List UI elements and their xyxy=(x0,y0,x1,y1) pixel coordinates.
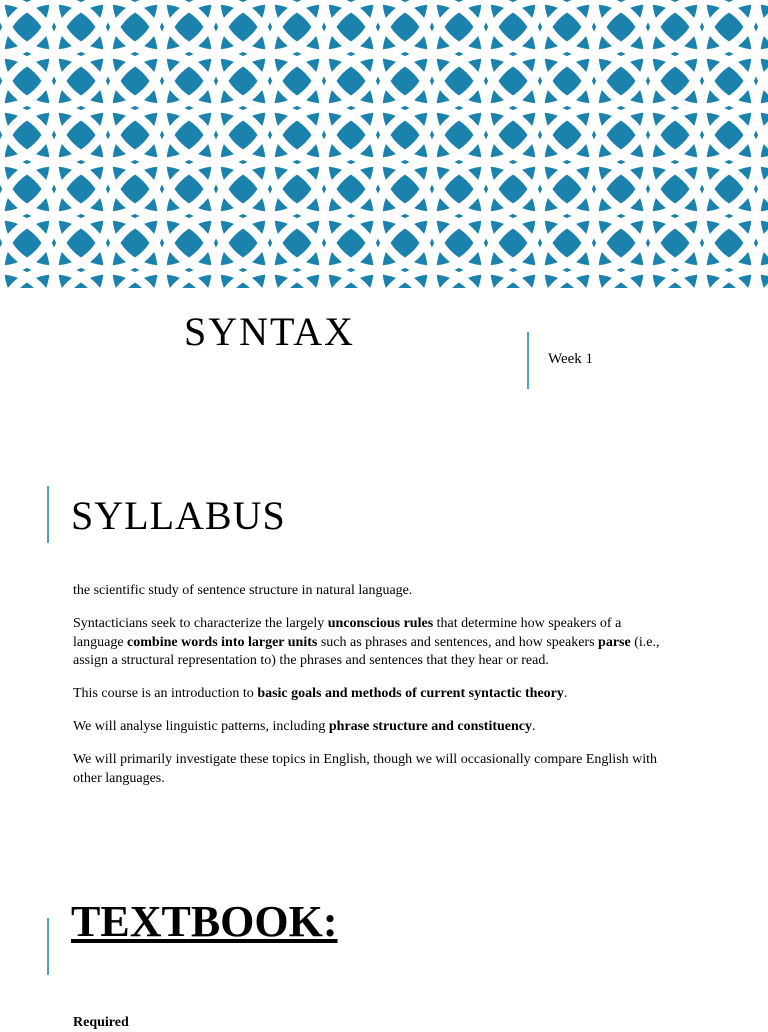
syllabus-paragraph xyxy=(73,685,663,704)
paragraph-text: (i.e., assign a structural representation to) the phrases and sentences that they hear or read. xyxy=(73,634,660,668)
paragraph-text: This course is an introduction to xyxy=(73,686,258,701)
paragraph-text: . xyxy=(532,719,536,734)
slide-title: SYNTAX xyxy=(184,309,356,354)
emphasis-text: parse xyxy=(598,634,631,650)
required-label: Required xyxy=(73,1015,129,1030)
week-label: Week 1 xyxy=(548,351,594,367)
emphasis-text: combine words into larger units xyxy=(127,634,318,650)
accent-bar-textbook xyxy=(47,918,49,975)
paragraph-text: . xyxy=(563,686,568,701)
paragraph-text: We will primarily investigate these topics in English, though we will occasionally compare English with other languages. xyxy=(73,752,658,786)
syllabus-paragraph xyxy=(73,718,663,737)
paragraph-text: Syntacticians seek to characterize the largely xyxy=(73,616,328,631)
paragraph-text: that determine how speakers of a language xyxy=(73,616,622,650)
syllabus-paragraph xyxy=(73,751,663,788)
paragraph-text: the scientific study of sentence structure in natural language. xyxy=(73,583,413,598)
syllabus-paragraph xyxy=(73,615,663,671)
accent-bar-syllabus xyxy=(47,486,49,543)
paragraph-text: We will analyse linguistic patterns, including xyxy=(73,719,329,734)
decorative-circle-pattern xyxy=(0,0,768,288)
textbook-heading: TEXTBOOK: xyxy=(71,897,338,946)
emphasis-text: phrase structure and constituency xyxy=(328,719,533,734)
paragraph-text: such as phrases and sentences, and how speakers xyxy=(317,634,599,650)
emphasis-text: basic goals and methods of current syntactic theory xyxy=(257,686,564,701)
accent-bar-title xyxy=(527,332,529,389)
syllabus-paragraph xyxy=(73,582,663,601)
syllabus-body xyxy=(73,582,663,803)
emphasis-text: unconscious rules xyxy=(327,616,434,631)
syllabus-heading: SYLLABUS xyxy=(71,493,286,538)
